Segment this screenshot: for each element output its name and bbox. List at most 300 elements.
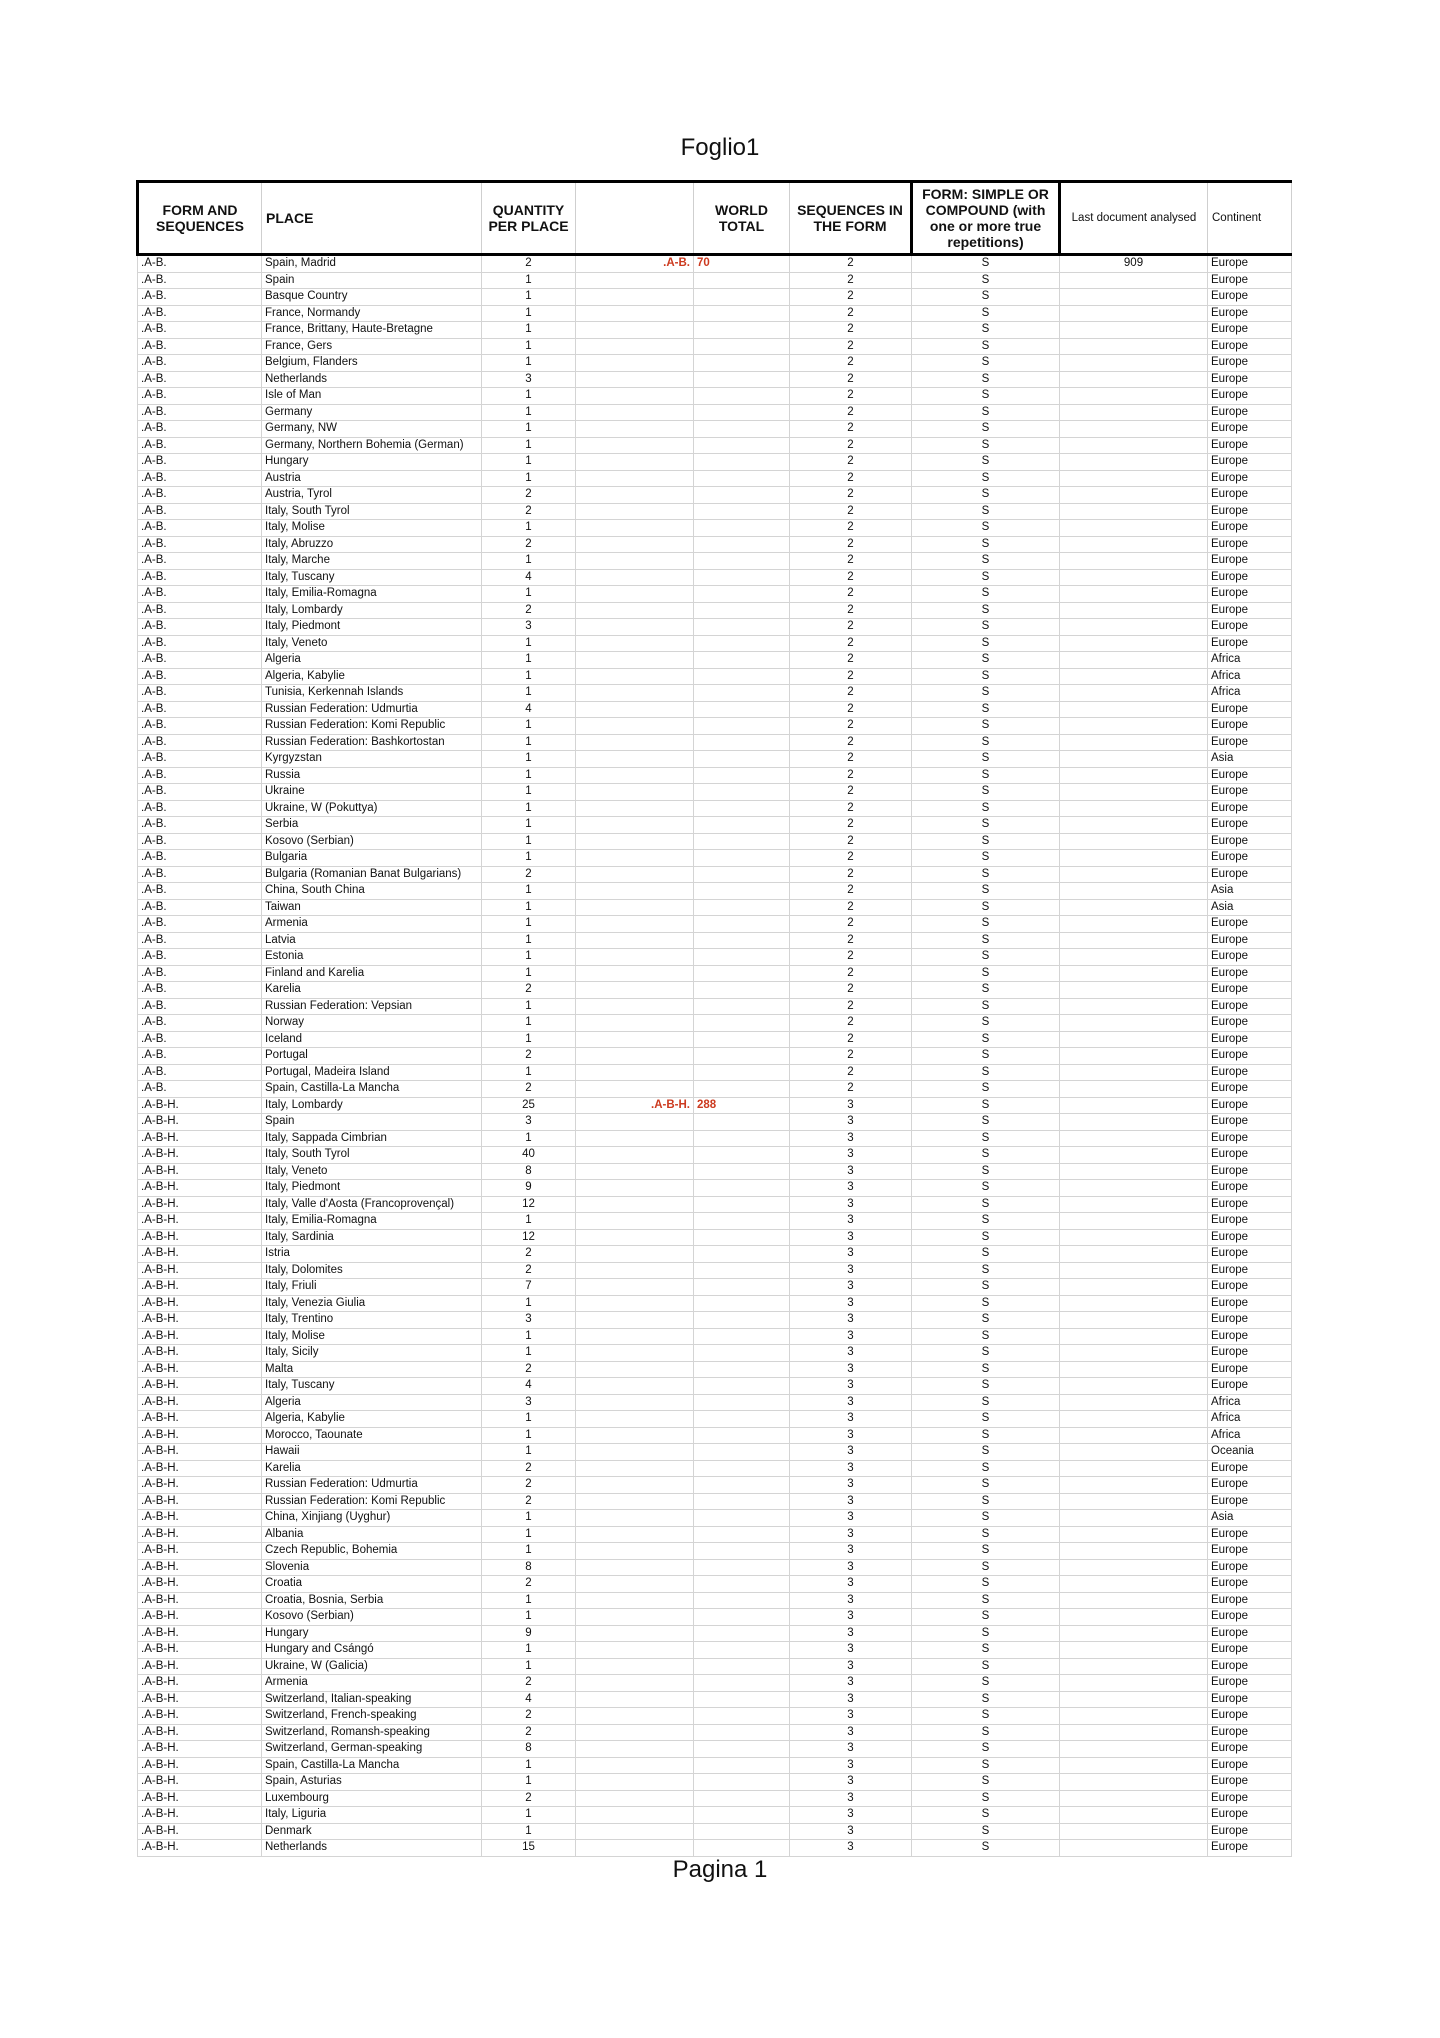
cell-quantity: 9 — [482, 1180, 576, 1197]
cell-last-document — [1060, 1559, 1208, 1576]
cell-last-document — [1060, 850, 1208, 867]
table-row — [138, 635, 1292, 652]
cell-world-total — [694, 916, 790, 933]
table-row — [138, 784, 1292, 801]
cell-last-document — [1060, 1543, 1208, 1560]
cell-last-document — [1060, 949, 1208, 966]
cell-last-document — [1060, 1807, 1208, 1824]
cell-world-total — [694, 668, 790, 685]
cell-form: .A-B-H. — [138, 1724, 262, 1741]
header-quantity: QUANTITY PER PLACE — [482, 182, 576, 255]
table-row — [138, 1411, 1292, 1428]
table-row — [138, 1015, 1292, 1032]
cell-place: Austria — [262, 470, 482, 487]
cell-place: Italy, Trentino — [262, 1312, 482, 1329]
cell-continent: Africa — [1208, 668, 1292, 685]
cell-world-total — [694, 355, 790, 372]
cell-sequences: 2 — [790, 619, 912, 636]
cell-marker — [576, 1477, 694, 1494]
cell-form: .A-B. — [138, 1048, 262, 1065]
cell-place: Estonia — [262, 949, 482, 966]
cell-continent: Europe — [1208, 1361, 1292, 1378]
cell-marker — [576, 536, 694, 553]
table-row — [138, 388, 1292, 405]
cell-world-total — [694, 1180, 790, 1197]
cell-last-document — [1060, 685, 1208, 702]
cell-quantity: 2 — [482, 602, 576, 619]
cell-marker — [576, 322, 694, 339]
cell-simple-compound: S — [912, 1411, 1060, 1428]
cell-place: Algeria, Kabylie — [262, 1411, 482, 1428]
cell-marker — [576, 1427, 694, 1444]
cell-place: Switzerland, French-speaking — [262, 1708, 482, 1725]
cell-place: Austria, Tyrol — [262, 487, 482, 504]
cell-world-total — [694, 322, 790, 339]
cell-sequences: 3 — [790, 1345, 912, 1362]
cell-marker — [576, 619, 694, 636]
cell-simple-compound: S — [912, 1196, 1060, 1213]
cell-sequences: 3 — [790, 1130, 912, 1147]
table-row — [138, 800, 1292, 817]
cell-form: .A-B-H. — [138, 1790, 262, 1807]
cell-last-document — [1060, 1130, 1208, 1147]
cell-last-document — [1060, 1361, 1208, 1378]
cell-form: .A-B. — [138, 1031, 262, 1048]
cell-form: .A-B-H. — [138, 1345, 262, 1362]
cell-place: Spain — [262, 272, 482, 289]
cell-continent: Europe — [1208, 487, 1292, 504]
cell-world-total — [694, 1295, 790, 1312]
cell-form: .A-B-H. — [138, 1163, 262, 1180]
cell-simple-compound: S — [912, 602, 1060, 619]
cell-world-total — [694, 520, 790, 537]
cell-simple-compound: S — [912, 1114, 1060, 1131]
cell-marker — [576, 1361, 694, 1378]
cell-world-total — [694, 1427, 790, 1444]
cell-world-total — [694, 965, 790, 982]
table-row — [138, 1757, 1292, 1774]
cell-place: Bulgaria (Romanian Banat Bulgarians) — [262, 866, 482, 883]
cell-last-document — [1060, 1064, 1208, 1081]
cell-form: .A-B-H. — [138, 1180, 262, 1197]
cell-form: .A-B-H. — [138, 1312, 262, 1329]
cell-world-total — [694, 1642, 790, 1659]
cell-marker — [576, 1262, 694, 1279]
cell-form: .A-B-H. — [138, 1741, 262, 1758]
cell-quantity: 1 — [482, 635, 576, 652]
cell-world-total — [694, 652, 790, 669]
table-row — [138, 272, 1292, 289]
cell-last-document — [1060, 1180, 1208, 1197]
cell-world-total — [694, 305, 790, 322]
cell-place: Basque Country — [262, 289, 482, 306]
table-row — [138, 1493, 1292, 1510]
cell-quantity: 2 — [482, 1081, 576, 1098]
cell-simple-compound: S — [912, 619, 1060, 636]
cell-world-total — [694, 635, 790, 652]
cell-place: Italy, Veneto — [262, 635, 482, 652]
cell-simple-compound: S — [912, 1526, 1060, 1543]
table-row — [138, 305, 1292, 322]
cell-quantity: 1 — [482, 751, 576, 768]
cell-simple-compound: S — [912, 322, 1060, 339]
cell-world-total — [694, 932, 790, 949]
cell-simple-compound: S — [912, 1015, 1060, 1032]
cell-sequences: 3 — [790, 1691, 912, 1708]
cell-quantity: 1 — [482, 1328, 576, 1345]
cell-continent: Europe — [1208, 1064, 1292, 1081]
cell-form: .A-B. — [138, 1064, 262, 1081]
cell-continent: Europe — [1208, 1642, 1292, 1659]
cell-world-total — [694, 949, 790, 966]
cell-continent: Oceania — [1208, 1444, 1292, 1461]
cell-place: Croatia, Bosnia, Serbia — [262, 1592, 482, 1609]
cell-simple-compound: S — [912, 1840, 1060, 1857]
cell-form: .A-B. — [138, 305, 262, 322]
cell-continent: Europe — [1208, 355, 1292, 372]
cell-world-total — [694, 1361, 790, 1378]
cell-marker — [576, 1790, 694, 1807]
cell-last-document — [1060, 487, 1208, 504]
cell-simple-compound: S — [912, 685, 1060, 702]
cell-sequences: 2 — [790, 437, 912, 454]
cell-world-total — [694, 1031, 790, 1048]
cell-place: Malta — [262, 1361, 482, 1378]
cell-continent: Europe — [1208, 866, 1292, 883]
cell-form: .A-B. — [138, 470, 262, 487]
cell-continent: Europe — [1208, 1312, 1292, 1329]
table-row — [138, 1279, 1292, 1296]
cell-continent: Africa — [1208, 1427, 1292, 1444]
cell-sequences: 3 — [790, 1823, 912, 1840]
cell-sequences: 3 — [790, 1114, 912, 1131]
cell-continent: Europe — [1208, 1609, 1292, 1626]
cell-last-document — [1060, 751, 1208, 768]
cell-form: .A-B. — [138, 668, 262, 685]
cell-form: .A-B-H. — [138, 1097, 262, 1114]
cell-marker — [576, 355, 694, 372]
cell-simple-compound: S — [912, 1031, 1060, 1048]
cell-sequences: 2 — [790, 652, 912, 669]
cell-continent: Europe — [1208, 1708, 1292, 1725]
table-row — [138, 1675, 1292, 1692]
data-table — [136, 180, 1292, 1857]
cell-simple-compound: S — [912, 520, 1060, 537]
cell-sequences: 3 — [790, 1460, 912, 1477]
cell-marker — [576, 1394, 694, 1411]
cell-last-document — [1060, 1642, 1208, 1659]
cell-form: .A-B. — [138, 255, 262, 273]
cell-form: .A-B. — [138, 289, 262, 306]
table-row — [138, 1658, 1292, 1675]
table-row — [138, 1312, 1292, 1329]
cell-last-document — [1060, 1295, 1208, 1312]
cell-sequences: 3 — [790, 1312, 912, 1329]
cell-continent: Asia — [1208, 751, 1292, 768]
table-row — [138, 602, 1292, 619]
cell-last-document — [1060, 536, 1208, 553]
cell-sequences: 3 — [790, 1262, 912, 1279]
cell-world-total: 288 — [694, 1097, 790, 1114]
cell-continent: Europe — [1208, 1295, 1292, 1312]
cell-place: Morocco, Taounate — [262, 1427, 482, 1444]
cell-simple-compound: S — [912, 883, 1060, 900]
cell-last-document — [1060, 1394, 1208, 1411]
cell-marker — [576, 1559, 694, 1576]
cell-last-document — [1060, 1477, 1208, 1494]
cell-world-total — [694, 371, 790, 388]
cell-last-document — [1060, 701, 1208, 718]
cell-form: .A-B-H. — [138, 1378, 262, 1395]
table-row — [138, 553, 1292, 570]
cell-form: .A-B. — [138, 833, 262, 850]
cell-world-total — [694, 1114, 790, 1131]
cell-simple-compound: S — [912, 1510, 1060, 1527]
cell-form: .A-B-H. — [138, 1460, 262, 1477]
cell-form: .A-B. — [138, 932, 262, 949]
cell-form: .A-B. — [138, 866, 262, 883]
cell-simple-compound: S — [912, 437, 1060, 454]
cell-form: .A-B. — [138, 586, 262, 603]
cell-marker — [576, 1378, 694, 1395]
cell-place: Hungary — [262, 1625, 482, 1642]
cell-form: .A-B-H. — [138, 1411, 262, 1428]
cell-form: .A-B-H. — [138, 1493, 262, 1510]
cell-sequences: 2 — [790, 734, 912, 751]
cell-place: Kosovo (Serbian) — [262, 1609, 482, 1626]
cell-world-total — [694, 1708, 790, 1725]
cell-sequences: 2 — [790, 784, 912, 801]
cell-sequences: 2 — [790, 322, 912, 339]
cell-world-total — [694, 1790, 790, 1807]
cell-quantity: 12 — [482, 1229, 576, 1246]
cell-simple-compound: S — [912, 1807, 1060, 1824]
cell-place: France, Normandy — [262, 305, 482, 322]
table-row — [138, 1444, 1292, 1461]
cell-sequences: 2 — [790, 916, 912, 933]
cell-continent: Europe — [1208, 800, 1292, 817]
cell-last-document — [1060, 1147, 1208, 1164]
cell-form: .A-B. — [138, 800, 262, 817]
table-row — [138, 767, 1292, 784]
cell-form: .A-B-H. — [138, 1213, 262, 1230]
cell-sequences: 2 — [790, 800, 912, 817]
cell-quantity: 1 — [482, 1526, 576, 1543]
cell-world-total — [694, 1411, 790, 1428]
cell-place: Italy, Tuscany — [262, 1378, 482, 1395]
cell-place: Russian Federation: Udmurtia — [262, 701, 482, 718]
cell-marker — [576, 1147, 694, 1164]
table-row — [138, 289, 1292, 306]
cell-continent: Europe — [1208, 454, 1292, 471]
cell-sequences: 3 — [790, 1213, 912, 1230]
cell-sequences: 3 — [790, 1658, 912, 1675]
cell-quantity: 2 — [482, 982, 576, 999]
cell-simple-compound: S — [912, 1147, 1060, 1164]
cell-quantity: 3 — [482, 1394, 576, 1411]
cell-world-total — [694, 1246, 790, 1263]
cell-quantity: 1 — [482, 932, 576, 949]
table-row — [138, 355, 1292, 372]
cell-marker — [576, 1609, 694, 1626]
cell-last-document — [1060, 1592, 1208, 1609]
cell-continent: Europe — [1208, 767, 1292, 784]
cell-quantity: 1 — [482, 1543, 576, 1560]
table-row — [138, 833, 1292, 850]
cell-continent: Europe — [1208, 1279, 1292, 1296]
cell-quantity: 2 — [482, 866, 576, 883]
cell-last-document — [1060, 388, 1208, 405]
cell-quantity: 1 — [482, 965, 576, 982]
cell-quantity: 3 — [482, 1114, 576, 1131]
cell-sequences: 2 — [790, 421, 912, 438]
cell-form: .A-B-H. — [138, 1295, 262, 1312]
cell-place: Netherlands — [262, 371, 482, 388]
table-row — [138, 817, 1292, 834]
cell-last-document — [1060, 767, 1208, 784]
cell-sequences: 3 — [790, 1543, 912, 1560]
cell-quantity: 1 — [482, 1510, 576, 1527]
cell-place: Spain, Madrid — [262, 255, 482, 273]
cell-world-total — [694, 569, 790, 586]
cell-simple-compound: S — [912, 1790, 1060, 1807]
cell-sequences: 2 — [790, 932, 912, 949]
cell-simple-compound: S — [912, 1609, 1060, 1626]
cell-world-total — [694, 800, 790, 817]
cell-last-document — [1060, 866, 1208, 883]
cell-quantity: 3 — [482, 619, 576, 636]
cell-quantity: 2 — [482, 1724, 576, 1741]
cell-world-total — [694, 1625, 790, 1642]
cell-form: .A-B-H. — [138, 1823, 262, 1840]
cell-sequences: 2 — [790, 767, 912, 784]
table-row — [138, 1576, 1292, 1593]
cell-form: .A-B. — [138, 404, 262, 421]
cell-marker — [576, 1312, 694, 1329]
cell-marker — [576, 998, 694, 1015]
table-row — [138, 1609, 1292, 1626]
cell-sequences: 2 — [790, 520, 912, 537]
table-row — [138, 404, 1292, 421]
cell-simple-compound: S — [912, 899, 1060, 916]
table-row — [138, 1114, 1292, 1131]
table-row — [138, 1361, 1292, 1378]
cell-form: .A-B. — [138, 784, 262, 801]
cell-form: .A-B. — [138, 734, 262, 751]
cell-marker — [576, 718, 694, 735]
cell-last-document — [1060, 586, 1208, 603]
cell-marker — [576, 1279, 694, 1296]
table-row — [138, 1229, 1292, 1246]
cell-continent: Europe — [1208, 371, 1292, 388]
cell-world-total — [694, 1213, 790, 1230]
cell-continent: Europe — [1208, 833, 1292, 850]
cell-world-total — [694, 883, 790, 900]
cell-form: .A-B-H. — [138, 1840, 262, 1857]
cell-sequences: 3 — [790, 1163, 912, 1180]
cell-simple-compound: S — [912, 1493, 1060, 1510]
header-form: FORM AND SEQUENCES — [138, 182, 262, 255]
cell-last-document — [1060, 1312, 1208, 1329]
cell-continent: Europe — [1208, 1724, 1292, 1741]
cell-quantity: 2 — [482, 1361, 576, 1378]
cell-last-document: 909 — [1060, 255, 1208, 273]
cell-last-document — [1060, 1345, 1208, 1362]
cell-quantity: 1 — [482, 1015, 576, 1032]
cell-last-document — [1060, 668, 1208, 685]
cell-sequences: 2 — [790, 1031, 912, 1048]
cell-last-document — [1060, 437, 1208, 454]
cell-quantity: 2 — [482, 1708, 576, 1725]
cell-quantity: 1 — [482, 1031, 576, 1048]
table-row — [138, 1394, 1292, 1411]
cell-marker — [576, 272, 694, 289]
cell-place: Switzerland, Italian-speaking — [262, 1691, 482, 1708]
cell-quantity: 2 — [482, 255, 576, 273]
cell-place: Ukraine, W (Galicia) — [262, 1658, 482, 1675]
cell-place: Italy, Sappada Cimbrian — [262, 1130, 482, 1147]
cell-place: Germany — [262, 404, 482, 421]
table-row — [138, 1543, 1292, 1560]
cell-last-document — [1060, 1741, 1208, 1758]
cell-last-document — [1060, 1724, 1208, 1741]
cell-form: .A-B. — [138, 454, 262, 471]
cell-world-total — [694, 1526, 790, 1543]
cell-continent: Asia — [1208, 899, 1292, 916]
cell-sequences: 2 — [790, 569, 912, 586]
cell-place: Italy, Sicily — [262, 1345, 482, 1362]
cell-marker — [576, 965, 694, 982]
cell-marker — [576, 833, 694, 850]
cell-marker — [576, 767, 694, 784]
cell-sequences: 2 — [790, 272, 912, 289]
cell-sequences: 3 — [790, 1229, 912, 1246]
cell-marker — [576, 800, 694, 817]
table-row — [138, 916, 1292, 933]
cell-sequences: 3 — [790, 1378, 912, 1395]
cell-quantity: 1 — [482, 1427, 576, 1444]
table-row — [138, 1147, 1292, 1164]
cell-quantity: 2 — [482, 1262, 576, 1279]
table-row — [138, 1708, 1292, 1725]
cell-quantity: 1 — [482, 388, 576, 405]
table-row — [138, 866, 1292, 883]
cell-form: .A-B-H. — [138, 1691, 262, 1708]
cell-marker — [576, 635, 694, 652]
cell-continent: Europe — [1208, 1378, 1292, 1395]
cell-world-total — [694, 619, 790, 636]
cell-place: Denmark — [262, 1823, 482, 1840]
cell-quantity: 1 — [482, 1064, 576, 1081]
cell-continent: Europe — [1208, 1790, 1292, 1807]
cell-sequences: 3 — [790, 1295, 912, 1312]
cell-quantity: 2 — [482, 1675, 576, 1692]
cell-marker — [576, 1691, 694, 1708]
cell-marker — [576, 1213, 694, 1230]
table-row — [138, 883, 1292, 900]
cell-sequences: 3 — [790, 1741, 912, 1758]
table-row — [138, 1807, 1292, 1824]
cell-last-document — [1060, 1526, 1208, 1543]
cell-place: Italy, Lombardy — [262, 602, 482, 619]
cell-continent: Europe — [1208, 421, 1292, 438]
cell-continent: Europe — [1208, 1262, 1292, 1279]
cell-quantity: 1 — [482, 1642, 576, 1659]
table-row — [138, 1592, 1292, 1609]
cell-simple-compound: S — [912, 1081, 1060, 1098]
cell-form: .A-B. — [138, 602, 262, 619]
cell-continent: Europe — [1208, 1081, 1292, 1098]
